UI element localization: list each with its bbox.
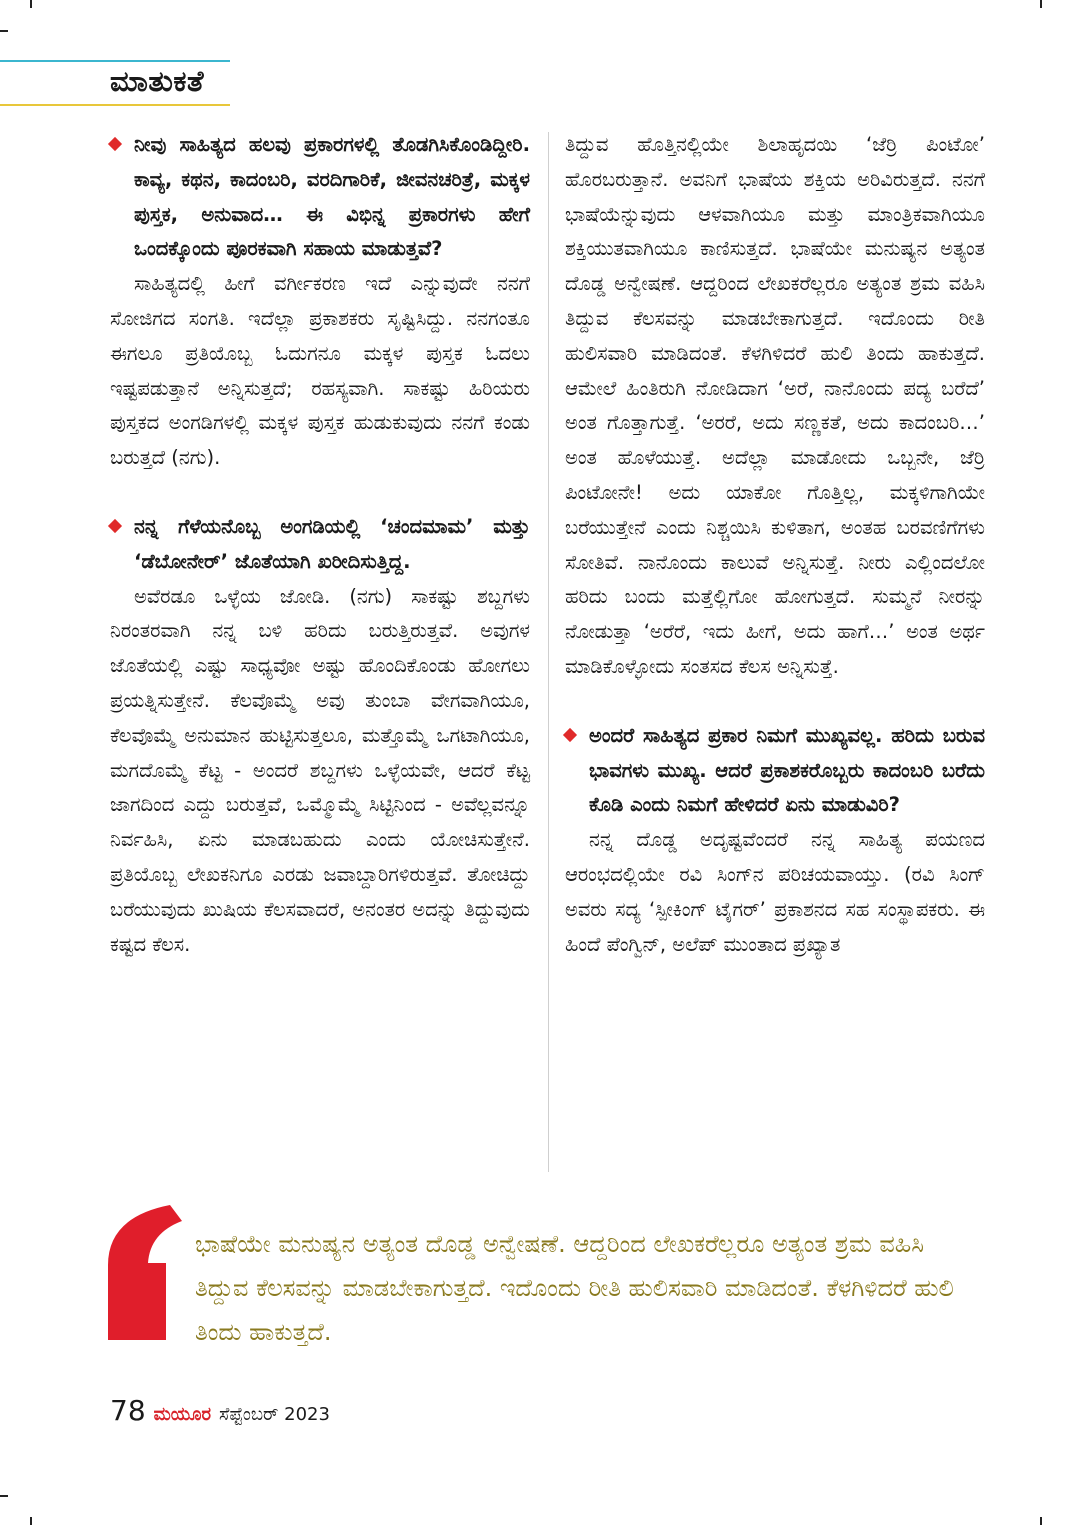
spacer	[110, 476, 530, 510]
crop-mark	[0, 30, 8, 32]
question-text: ನನ್ನ ಗೆಳೆಯನೊಬ್ಬ ಅಂಗಡಿಯಲ್ಲಿ ‘ಚಂದಮಾಮ’ ಮತ್ತು ‘ಡೆಬೋನೇರ್’ ಜೊತೆಯಾಗಿ ಖರೀದಿಸುತ್ತಿದ್ದ.	[134, 514, 530, 573]
interview-answer: ಸಾಹಿತ್ಯದಲ್ಲಿ ಹೀಗೆ ವರ್ಗೀಕರಣ ಇದೆ ಎನ್ನುವುದೇ ನನಗೆ ಸೋಜಿಗದ ಸಂಗತಿ. ಇದೆಲ್ಲಾ ಪ್ರಕಾಶಕರು ಸೃಷ್ಟಿಸಿದ್ದು. ನನಗಂತೂ ಈಗಲೂ ಪ್ರತಿಯೊಬ್ಬ ಓದುಗನೂ ಮಕ್ಕಳ ಪುಸ್ತಕ ಓದಲು ಇಷ್ಟಪಡುತ್ತಾನೆ ಅನ್ನಿಸುತ್ತದೆ; ರಹಸ್ಯವಾಗಿ. ಸಾಕಷ್ಟು ಹಿರಿಯರು ಪುಸ್ತಕದ ಅಂಗಡಿಗಳಲ್ಲಿ ಮಕ್ಕಳ ಪುಸ್ತಕ ಹುಡುಕುವುದು ನನಗೆ ಕಂಡು ಬರುತ್ತದೆ (ನಗು).	[110, 272, 530, 470]
quote-mark-icon	[108, 1205, 182, 1340]
magazine-logo: ಮಯೂರ	[153, 1404, 212, 1425]
page-footer	[110, 1394, 330, 1427]
header-rule-top	[0, 60, 230, 62]
diamond-bullet-icon	[108, 519, 122, 533]
interview-answer-continued: ತಿದ್ದುವ ಹೊತ್ತಿನಲ್ಲಿಯೇ ಶಿಲಾಹೃದಯಿ ‘ಜೆರ್ರಿ ಪಿಂಟೋ’ ಹೊರಬರುತ್ತಾನೆ. ಅವನಿಗೆ ಭಾಷೆಯ ಶಕ್ತಿಯ ಅರಿವಿರುತ್ತದೆ. ನನಗೆ ಭಾಷೆಯೆನ್ನುವುದು ಆಳವಾಗಿಯೂ ಮತ್ತು ಮಾಂತ್ರಿಕವಾಗಿಯೂ ಶಕ್ತಿಯುತವಾಗಿಯೂ ಕಾಣಿಸುತ್ತದೆ. ಭಾಷೆಯೇ ಮನುಷ್ಯನ ಅತ್ಯಂತ ದೊಡ್ಡ ಅನ್ವೇಷಣೆ. ಆದ್ದರಿಂದ ಲೇಖಕರೆಲ್ಲರೂ ಅತ್ಯಂತ ಶ್ರಮ ವಹಿಸಿ ತಿದ್ದುವ ಕೆಲಸವನ್ನು ಮಾಡಬೇಕಾಗುತ್ತದೆ. ಇದೊಂದು ರೀತಿ ಹುಲಿಸವಾರಿ ಮಾಡಿದಂತೆ. ಕೆಳಗಿಳಿದರೆ ಹುಲಿ ತಿಂದು ಹಾಕುತ್ತದೆ. ಆಮೇಲೆ ಹಿಂತಿರುಗಿ ನೋಡಿದಾಗ ‘ಅರೆ, ನಾನೊಂದು ಪದ್ಯ ಬರೆದೆ’ ಅಂತ ಗೊತ್ತಾಗುತ್ತೆ. ‘ಅರರೆ, ಅದು ಸಣ್ಣಕತೆ, ಅದು ಕಾದಂಬರಿ…’ ಅಂತ ಹೊಳೆಯುತ್ತೆ. ಅದೆಲ್ಲಾ ಮಾಡೋದು ಒಬ್ಬನೇ, ಜೆರ್ರಿ ಪಿಂಟೋನೇ! ಅದು ಯಾಕೋ ಗೊತ್ತಿಲ್ಲ, ಮಕ್ಕಳಿಗಾಗಿಯೇ ಬರೆಯುತ್ತೇನೆ ಎಂದು ನಿಶ್ಚಯಿಸಿ ಕುಳಿತಾಗ, ಅಂತಹ ಬರವಣಿಗೆಗಳು ಸೋತಿವೆ. ನಾನೊಂದು ಕಾಲುವೆ ಅನ್ನಿಸುತ್ತೆ. ನೀರು ಎಲ್ಲಿಂದಲೋ ಹರಿದು ಬಂದು ಮತ್ತೆಲ್ಲಿಗೋ ಹೋಗುತ್ತದೆ. ಸುಮ್ಮನೆ ನೀರನ್ನು ನೋಡುತ್ತಾ ‘ಅರೆರೆ, ಇದು ಹೀಗೆ, ಅದು ಹಾಗೆ…’ ಅಂತ ಅರ್ಥ ಮಾಡಿಕೊಳ್ಳೋದು ಸಂತಸದ ಕೆಲಸ ಅನ್ನಿಸುತ್ತೆ.	[565, 133, 985, 678]
article-column-left	[110, 128, 530, 962]
column-divider	[548, 132, 549, 1172]
interview-answer: ಅವೆರಡೂ ಒಳ್ಳೆಯ ಜೋಡಿ. (ನಗು) ಸಾಕಷ್ಟು ಶಬ್ದಗಳು ನಿರಂತರವಾಗಿ ನನ್ನ ಬಳಿ ಹರಿದು ಬರುತ್ತಿರುತ್ತವೆ. ಅವುಗಳ ಜೊತೆಯಲ್ಲಿ ಎಷ್ಟು ಸಾಧ್ಯವೋ ಅಷ್ಟು ಹೊಂದಿಕೊಂಡು ಹೋಗಲು ಪ್ರಯತ್ನಿಸುತ್ತೇನೆ. ಕೆಲವೊಮ್ಮೆ ಅವು ತುಂಬಾ ವೇಗವಾಗಿಯೂ, ಕೆಲವೊಮ್ಮೆ ಅನುಮಾನ ಹುಟ್ಟಿಸುತ್ತಲೂ, ಮತ್ತೊಮ್ಮೆ ಒಗಟಾಗಿಯೂ, ಮಗದೊಮ್ಮೆ ಕೆಟ್ಟ - ಅಂದರೆ ಶಬ್ದಗಳು ಒಳ್ಳೆಯವೇ, ಆದರೆ ಕೆಟ್ಟ ಜಾಗದಿಂದ ಎದ್ದು ಬರುತ್ತವೆ, ಒಮ್ಮೊಮ್ಮೆ ಸಿಟ್ಟಿನಿಂದ - ಅವೆಲ್ಲವನ್ನೂ ನಿರ್ವಹಿಸಿ, ಏನು ಮಾಡಬಹುದು ಎಂದು ಯೋಚಿಸುತ್ತೇನೆ. ಪ್ರತಿಯೊಬ್ಬ ಲೇಖಕನಿಗೂ ಎರಡು ಜವಾಬ್ದಾರಿಗಳಿರುತ್ತವೆ. ತೋಚಿದ್ದು ಬರೆಯುವುದು ಖುಷಿಯ ಕೆಲಸವಾದರೆ, ಅನಂತರ ಅದನ್ನು ತಿದ್ದುವುದು ಕಷ್ಟದ ಕೆಲಸ.	[110, 584, 530, 956]
header-rule-bottom	[0, 104, 230, 106]
interview-answer: ನನ್ನ ದೊಡ್ಡ ಅದೃಷ್ಟವೆಂದರೆ ನನ್ನ ಸಾಹಿತ್ಯ ಪಯಣದ ಆರಂಭದಲ್ಲಿಯೇ ರವಿ ಸಿಂಗ್‌ನ ಪರಿಚಯವಾಯ್ತು. (ರವಿ ಸಿಂಗ್ ಅವರು ಸದ್ಯ ‘ಸ್ಪೀಕಿಂಗ್ ಟೈಗರ್’ ಪ್ರಕಾಶನದ ಸಹ ಸಂಸ್ಥಾಪಕರು. ಈ ಹಿಂದೆ ಪೆಂಗ್ವಿನ್, ಅಲೆಪ್ ಮುಂತಾದ ಪ್ರಖ್ಯಾತ	[565, 828, 985, 956]
interview-question	[110, 510, 530, 580]
crop-mark	[30, 1517, 32, 1525]
diamond-bullet-icon	[563, 728, 577, 742]
pull-quote: ಭಾಷೆಯೇ ಮನುಷ್ಯನ ಅತ್ಯಂತ ದೊಡ್ಡ ಅನ್ವೇಷಣೆ. ಆದ್ದರಿಂದ ಲೇಖಕರೆಲ್ಲರೂ ಅತ್ಯಂತ ಶ್ರಮ ವಹಿಸಿ ತಿದ್ದುವ ಕೆಲಸವನ್ನು ಮಾಡಬೇಕಾಗುತ್ತದೆ. ಇದೊಂದು ರೀತಿ ಹುಲಿಸವಾರಿ ಮಾಡಿದಂತೆ. ಕೆಳಗಿಳಿದರೆ ಹುಲಿ ತಿಂದು ಹಾಕುತ್ತದೆ.	[195, 1230, 954, 1346]
page-number: 78	[110, 1394, 146, 1427]
question-text: ಅಂದರೆ ಸಾಹಿತ್ಯದ ಪ್ರಕಾರ ನಿಮಗೆ ಮುಖ್ಯವಲ್ಲ. ಹರಿದು ಬರುವ ಭಾವಗಳು ಮುಖ್ಯ. ಆದರೆ ಪ್ರಕಾಶಕರೊಬ್ಬರು ಕಾದಂಬರಿ ಬರೆದು ಕೊಡಿ ಎಂದು ನಿಮಗೆ ಹೇಳಿದರೆ ಏನು ಮಾಡುವಿರಿ?	[589, 723, 985, 817]
question-text: ನೀವು ಸಾಹಿತ್ಯದ ಹಲವು ಪ್ರಕಾರಗಳಲ್ಲಿ ತೊಡಗಿಸಿಕೊಂಡಿದ್ದೀರಿ. ಕಾವ್ಯ, ಕಥನ, ಕಾದಂಬರಿ, ವರದಿಗಾರಿಕೆ, ಜೀವನಚರಿತ್ರೆ, ಮಕ್ಕಳ ಪುಸ್ತಕ, ಅನುವಾದ… ಈ ವಿಭಿನ್ನ ಪ್ರಕಾರಗಳು ಹೇಗೆ ಒಂದಕ್ಕೊಂದು ಪೂರಕವಾಗಿ ಸಹಾಯ ಮಾಡುತ್ತವೆ?	[134, 133, 530, 261]
spacer	[565, 685, 985, 719]
issue-date: ಸೆಪ್ಟೆಂಬರ್ 2023	[219, 1404, 330, 1425]
interview-question	[110, 128, 530, 267]
crop-mark	[0, 1495, 8, 1497]
crop-mark	[30, 0, 32, 8]
interview-question	[565, 719, 985, 823]
article-column-right	[565, 128, 985, 962]
section-title: ಮಾತುಕತೆ	[110, 64, 204, 98]
diamond-bullet-icon	[108, 137, 122, 151]
crop-mark	[1040, 1517, 1042, 1525]
crop-mark	[1040, 0, 1042, 8]
